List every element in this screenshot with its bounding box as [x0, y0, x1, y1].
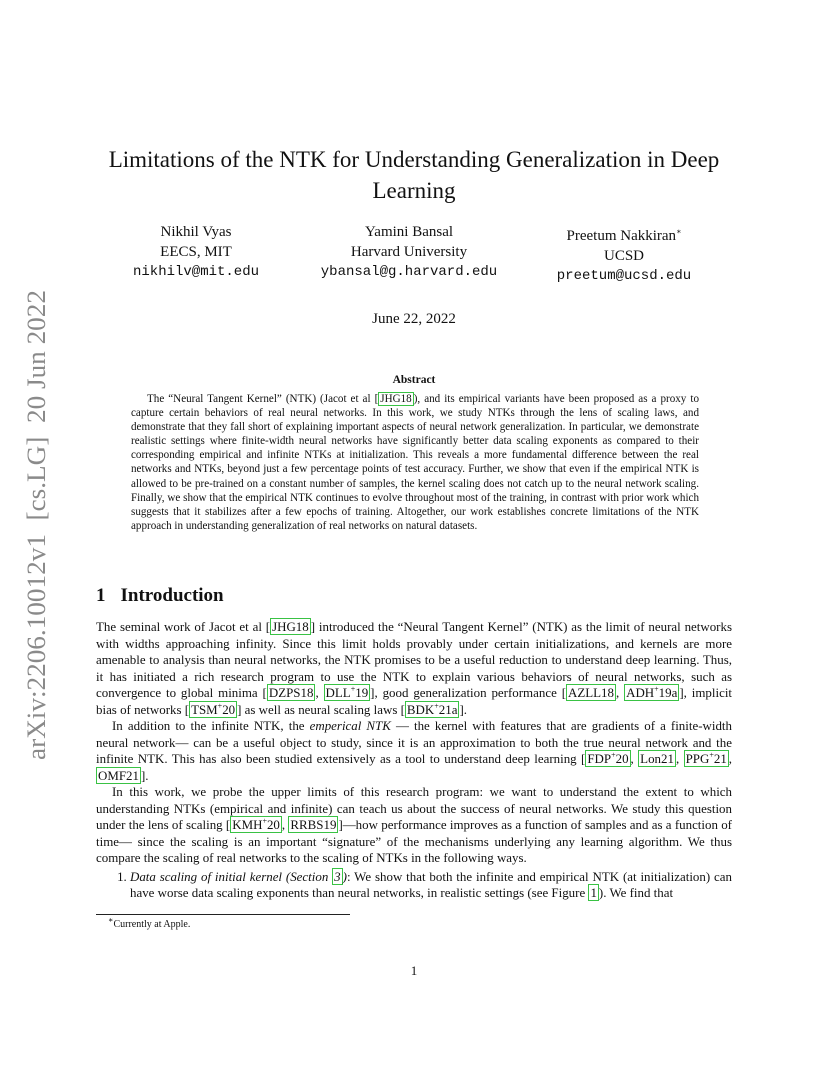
citation-link[interactable]: BDK+21a: [406, 701, 458, 717]
intro-paragraph-3: In this work, we probe the upper limits of this research program: we want to understand the extent to which understanding NTKs (empirical and infinite) can teach us about the success of neural networks. We study this question under the lens of scaling [ KMH+20 , RRBS19 ]—how performance improves as a function of samples and as a function of time— since the scaling is an important “signature” of the mechanisms underlying any learning algorithm. We thus compare the scaling of real networks to the scaling of NTKs in the following ways.: [96, 784, 732, 865]
author-email: ybansal@g.harvard.edu: [320, 264, 498, 280]
section-title: Introduction: [120, 585, 224, 606]
section-link[interactable]: 3: [334, 868, 341, 884]
citation-link[interactable]: TSM+20: [191, 701, 236, 717]
section-number: 1: [96, 585, 106, 606]
author-name: Preetum Nakkiran∗: [566, 227, 682, 244]
arxiv-stamp: [14, 288, 58, 760]
intro-paragraph-1: The seminal work of Jacot et al [ JHG18 ] introduced the “Neural Tangent Kernel” (NTK) as the limit of neural networks with widths approaching infinity. Since this limit holds provably under certain initializations, and kernels are more amenable to analysis than neural networks, the NTK promises to be a useful reduction to understand deep learning. Thus, it has initiated a rich research program to use the NTK to explain various behaviors of neural networks, such as convergence to global minima [ DZPS18 , DLL+19 ], good generalization performance [ AZLL18 , ADH+19a ], implicit bias of networks [ TSM+20 ] as well as neural scaling laws [ BDK+21a ].: [96, 619, 733, 717]
citation-link[interactable]: DLL+19: [325, 684, 369, 700]
citation-link[interactable]: JHG18: [380, 393, 412, 405]
citation-link[interactable]: KMH+20: [232, 816, 280, 832]
author-name: Yamini Bansal: [364, 224, 454, 240]
citation-link[interactable]: OMF21: [98, 767, 139, 783]
author-affiliation: UCSD: [603, 248, 644, 264]
author-1: [96, 222, 296, 282]
intro-paragraph-2: In addition to the infinite NTK, the emperical NTK — the kernel with features that are gradients of a finite-width neural network— can be a useful object to study, since it is an approximation to both the true neural network and the infinite NTK. This has also been studied extensively as a tool to understand deep learning [ FDP+20 , Lon21 , PPG+21 , OMF21 ].: [96, 718, 733, 783]
arxiv-id-text: arXiv:2206.10012v1 [cs.LG] 20 Jun 2022: [22, 310, 51, 760]
arxiv-stamp-svg: [14, 288, 58, 760]
figure-link[interactable]: 1: [590, 885, 597, 900]
page-number: 1: [410, 963, 418, 978]
citation-link[interactable]: Lon21: [640, 751, 674, 766]
citation-link[interactable]: PPG+21: [685, 750, 727, 766]
citation-link[interactable]: FDP+20: [587, 750, 629, 766]
paper-title: Limitations of the NTK for Understanding Generalization in Deep Learning: [108, 147, 720, 203]
footnote-mark[interactable]: ∗: [676, 227, 682, 236]
contribution-list: [96, 869, 732, 902]
citation-link[interactable]: AZLL18: [568, 685, 614, 700]
author-affiliation: Harvard University: [350, 244, 468, 260]
citation-link[interactable]: ADH+19a: [626, 684, 678, 700]
author-3: [524, 222, 724, 286]
section-heading: [96, 585, 224, 607]
paper-date: June 22, 2022: [372, 311, 456, 327]
intro-body: [96, 619, 732, 902]
author-email: preetum@ucsd.edu: [556, 268, 692, 284]
citation-link[interactable]: DZPS18: [268, 685, 314, 700]
abstract-heading: Abstract: [392, 374, 436, 386]
author-name: Nikhil Vyas: [160, 224, 232, 240]
abstract-text: The “Neural Tangent Kernel” (NTK) (Jacot et al [ JHG18 ), and its empirical variants have been proposed as a proxy to capture certain behaviors of real neural networks. In this work, we study NTKs through the lens of scaling laws, and demonstrate that they fall short of explaining important aspects of neural network generalization. In particular, we demonstrate realistic settings where finite-width neural networks have significantly better data scaling exponents as compared to their corresponding empirical and infinite NTKs at initialization. This reveals a more fundamental difference between the real networks and NTKs, beyond just a few percentage points of test accuracy. Further, we show that even if the empirical NTK is allowed to be pre-trained on a constant number of samples, the kernel scaling does not catch up to the neural network scaling. Finally, we show that the empirical NTK continues to evolve throughout most of the training, in contrast with prior work which suggests that it stabilizes after a few epochs of training. Altogether, our work establishes concrete limitations of the NTK approach in understanding generalization of real networks on natural datasets.: [131, 393, 699, 532]
footnote-rule: [96, 914, 350, 915]
author-affiliation: EECS, MIT: [160, 244, 232, 260]
citation-link[interactable]: JHG18: [272, 619, 309, 634]
footnote: ∗Currently at Apple.: [108, 915, 191, 930]
citation-link[interactable]: RRBS19: [290, 817, 337, 832]
author-email: nikhilv@mit.edu: [132, 264, 260, 280]
list-item: 1. Data scaling of initial kernel (Section 3 ): We show that both the infinite and empirical NTK (at initialization) can have worse data scaling exponents than neural networks, in realistic settings (see Figure 1 ). We find that: [130, 869, 732, 902]
author-2: [309, 222, 509, 282]
